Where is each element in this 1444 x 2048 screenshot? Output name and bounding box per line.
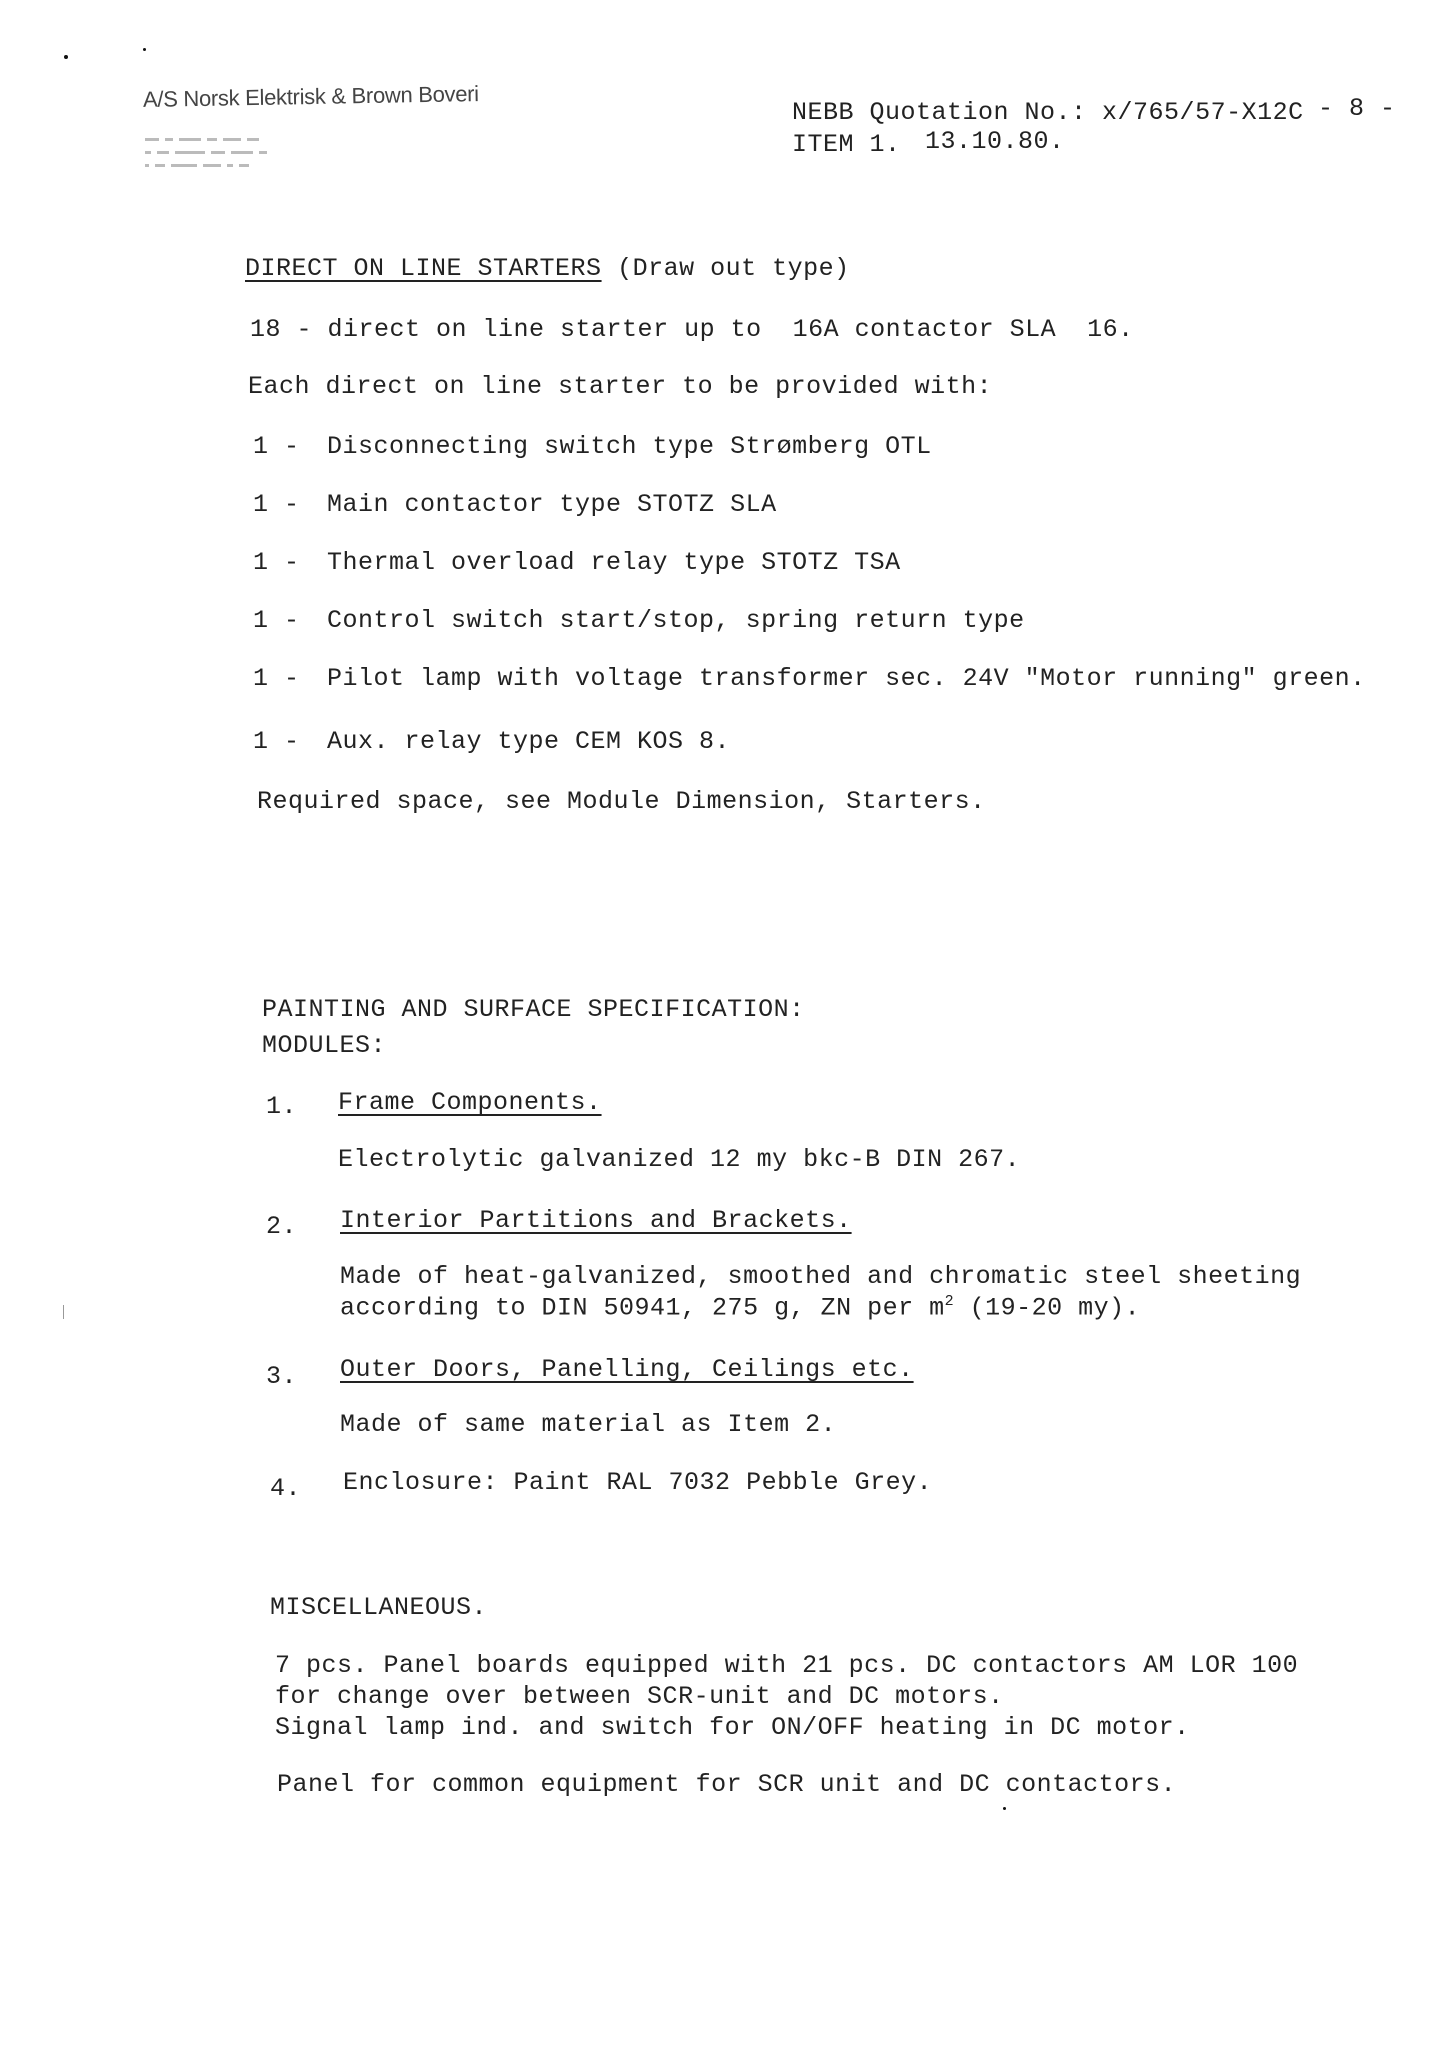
quotation-number: NEBB Quotation No.: x/765/57-X12C bbox=[792, 98, 1304, 127]
page-number: - 8 - bbox=[1318, 94, 1396, 123]
spec-item-text: Enclosure: Paint RAL 7032 Pebble Grey. bbox=[343, 1468, 933, 1497]
spec-item-desc-end: (19-20 my). bbox=[954, 1293, 1141, 1323]
spec-item-desc bbox=[340, 1293, 1140, 1322]
list-item-text: Disconnecting switch type Strømberg OTL bbox=[327, 432, 932, 461]
misc-line: Panel for common equipment for SCR unit and DC contactors. bbox=[277, 1770, 1177, 1799]
spec-item-number: 1. bbox=[266, 1092, 298, 1121]
misc-line: Signal lamp ind. and switch for ON/OFF heating in DC motor. bbox=[275, 1713, 1190, 1742]
painting-heading: PAINTING AND SURFACE SPECIFICATION: bbox=[262, 995, 805, 1024]
scan-speck bbox=[143, 48, 146, 51]
spec-item-desc-text: according to DIN 50941, 275 g, ZN per m bbox=[340, 1293, 945, 1323]
list-item-qty: 1 - bbox=[253, 432, 300, 461]
list-item-text: Main contactor type STOTZ SLA bbox=[327, 490, 777, 519]
list-item-qty: 1 - bbox=[253, 490, 300, 519]
list-item-qty: 1 - bbox=[253, 548, 300, 577]
spec-item-title: Frame Components. bbox=[338, 1088, 602, 1117]
superscript-2: 2 bbox=[944, 1293, 955, 1310]
item-label: ITEM 1. bbox=[792, 130, 901, 159]
document-date: 13.10.80. bbox=[925, 127, 1065, 156]
starters-heading-suffix: (Draw out type) bbox=[617, 254, 850, 283]
list-item-qty: 1 - bbox=[253, 664, 300, 693]
starters-summary: 18 - direct on line starter up to 16A contactor SLA 16. bbox=[250, 315, 1134, 344]
starters-heading: DIRECT ON LINE STARTERS bbox=[245, 254, 602, 283]
spec-item-title: Interior Partitions and Brackets. bbox=[340, 1206, 852, 1235]
list-item bbox=[253, 664, 1366, 693]
spec-item-number: 3. bbox=[266, 1362, 298, 1391]
spec-item-desc: Made of same material as Item 2. bbox=[340, 1410, 837, 1439]
space-note: Required space, see Module Dimension, Starters. bbox=[257, 787, 986, 816]
list-item-text: Aux. relay type CEM KOS 8. bbox=[327, 727, 731, 756]
spec-item-title: Outer Doors, Panelling, Ceilings etc. bbox=[340, 1355, 914, 1384]
starters-heading-row bbox=[245, 254, 850, 283]
misc-line: for change over between SCR-unit and DC motors. bbox=[275, 1682, 1004, 1711]
list-item-text: Thermal overload relay type STOTZ TSA bbox=[327, 548, 901, 577]
starters-intro: Each direct on line starter to be provided with: bbox=[248, 372, 993, 401]
spec-item-number: 4. bbox=[270, 1474, 302, 1503]
spec-item-desc: Made of heat-galvanized, smoothed and chromatic steel sheeting bbox=[340, 1262, 1302, 1291]
misc-line: 7 pcs. Panel boards equipped with 21 pcs. DC contactors AM LOR 100 bbox=[275, 1651, 1299, 1680]
list-item-qty: 1 - bbox=[253, 606, 300, 635]
list-item-text: Pilot lamp with voltage transformer sec. 24V "Motor running" green. bbox=[327, 664, 1366, 693]
list-item bbox=[253, 606, 1025, 635]
list-item-text: Control switch start/stop, spring return type bbox=[327, 606, 1025, 635]
spec-item-desc: Electrolytic galvanized 12 my bkc-B DIN 267. bbox=[338, 1145, 1021, 1174]
list-item-qty: 1 - bbox=[253, 727, 300, 756]
spec-item-number: 2. bbox=[266, 1212, 298, 1241]
scan-speck bbox=[1003, 1807, 1006, 1810]
scan-speck bbox=[64, 55, 68, 59]
company-logo bbox=[145, 138, 267, 167]
scan-speck bbox=[63, 1305, 64, 1319]
list-item bbox=[253, 490, 777, 519]
list-item bbox=[253, 432, 932, 461]
misc-heading: MISCELLANEOUS. bbox=[270, 1593, 488, 1622]
list-item bbox=[253, 727, 730, 756]
company-name: A/S Norsk Elektrisk & Brown Boveri bbox=[142, 81, 479, 112]
list-item bbox=[253, 548, 901, 577]
modules-subheading: MODULES: bbox=[262, 1031, 387, 1060]
